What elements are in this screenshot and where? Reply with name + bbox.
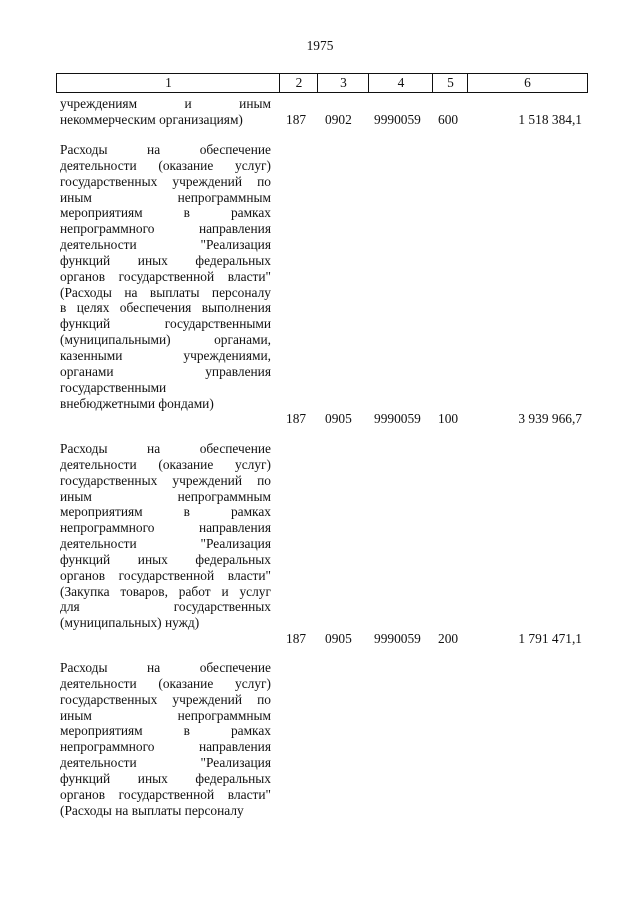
description-line: функций иных федеральных [60, 551, 271, 567]
cell-admin-code: 187 [286, 111, 307, 127]
description-line: мероприятиям в рамках [60, 504, 271, 520]
description-line: (муниципальными) органами, [60, 332, 271, 348]
description-line: государственными [60, 379, 167, 395]
description-line: функций иных федеральных [60, 252, 271, 268]
cell-amount: 3 939 966,7 [518, 411, 582, 426]
description-line: государственных учреждений по [60, 173, 271, 189]
description-line: в целях обеспечения выполнения [60, 300, 271, 316]
description-line: органов государственной власти" [60, 268, 271, 284]
description-line: функций государственными [60, 316, 271, 332]
description-line: органов государственной власти" [60, 786, 271, 802]
header-col-4: 4 [368, 73, 433, 93]
cell-section-code: 0905 [325, 411, 352, 426]
description-line: деятельности "Реализация [60, 536, 271, 552]
cell-target-code: 9990059 [374, 111, 421, 127]
row-description [60, 660, 271, 818]
description-line: Расходы на обеспечение [60, 142, 271, 157]
row-description [60, 441, 271, 631]
description-line: учреждениям и иным [60, 96, 271, 111]
description-line: деятельности "Реализация [60, 755, 271, 771]
header-col-2: 2 [279, 73, 318, 93]
description-line: органами управления [60, 363, 271, 379]
cell-expense-type: 100 [438, 411, 459, 426]
description-line: деятельности "Реализация [60, 237, 271, 253]
description-line: иным непрограммным [60, 488, 271, 504]
description-line: функций иных федеральных [60, 770, 271, 786]
description-line: казенными учреждениями, [60, 347, 271, 363]
page-number: 1975 [306, 38, 334, 53]
header-col-5: 5 [432, 73, 468, 93]
description-line: деятельности (оказание услуг) [60, 456, 271, 472]
description-line: внебюджетными фондами) [60, 395, 214, 411]
description-line: непрограммного направления [60, 221, 271, 237]
description-line: деятельности (оказание услуг) [60, 675, 271, 691]
description-line: Расходы на обеспечение [60, 441, 271, 456]
header-col-1: 1 [56, 73, 280, 93]
description-line: (муниципальных) нужд) [60, 615, 200, 631]
cell-admin-code: 187 [286, 411, 307, 426]
cell-target-code: 9990059 [374, 411, 421, 426]
cell-section-code: 0905 [325, 631, 352, 646]
description-line: мероприятиям в рамках [60, 723, 271, 739]
cell-amount: 1 518 384,1 [518, 111, 582, 127]
description-line: (Расходы на выплаты персоналу [60, 284, 271, 300]
description-line: (Закупка товаров, работ и услуг [60, 583, 271, 599]
description-line: государственных учреждений по [60, 472, 271, 488]
header-col-6: 6 [467, 73, 588, 93]
description-line: деятельности (оказание услуг) [60, 157, 271, 173]
cell-expense-type: 200 [438, 631, 459, 646]
cell-expense-type: 600 [438, 111, 459, 127]
cell-admin-code: 187 [286, 631, 307, 646]
description-line: непрограммного направления [60, 520, 271, 536]
description-line: Расходы на обеспечение [60, 660, 271, 675]
description-line: некоммерческим организациям) [60, 111, 243, 127]
description-line: непрограммного направления [60, 739, 271, 755]
description-line: мероприятиям в рамках [60, 205, 271, 221]
description-line: государственных учреждений по [60, 691, 271, 707]
description-line: для государственных [60, 599, 271, 615]
cell-section-code: 0902 [325, 111, 352, 127]
row-description [60, 96, 271, 128]
row-description [60, 142, 271, 411]
description-line: (Расходы на выплаты персоналу [60, 802, 244, 818]
header-col-3: 3 [317, 73, 369, 93]
description-line: иным непрограммным [60, 707, 271, 723]
cell-amount: 1 791 471,1 [518, 631, 582, 646]
cell-target-code: 9990059 [374, 631, 421, 646]
description-line: иным непрограммным [60, 189, 271, 205]
description-line: органов государственной власти" [60, 567, 271, 583]
